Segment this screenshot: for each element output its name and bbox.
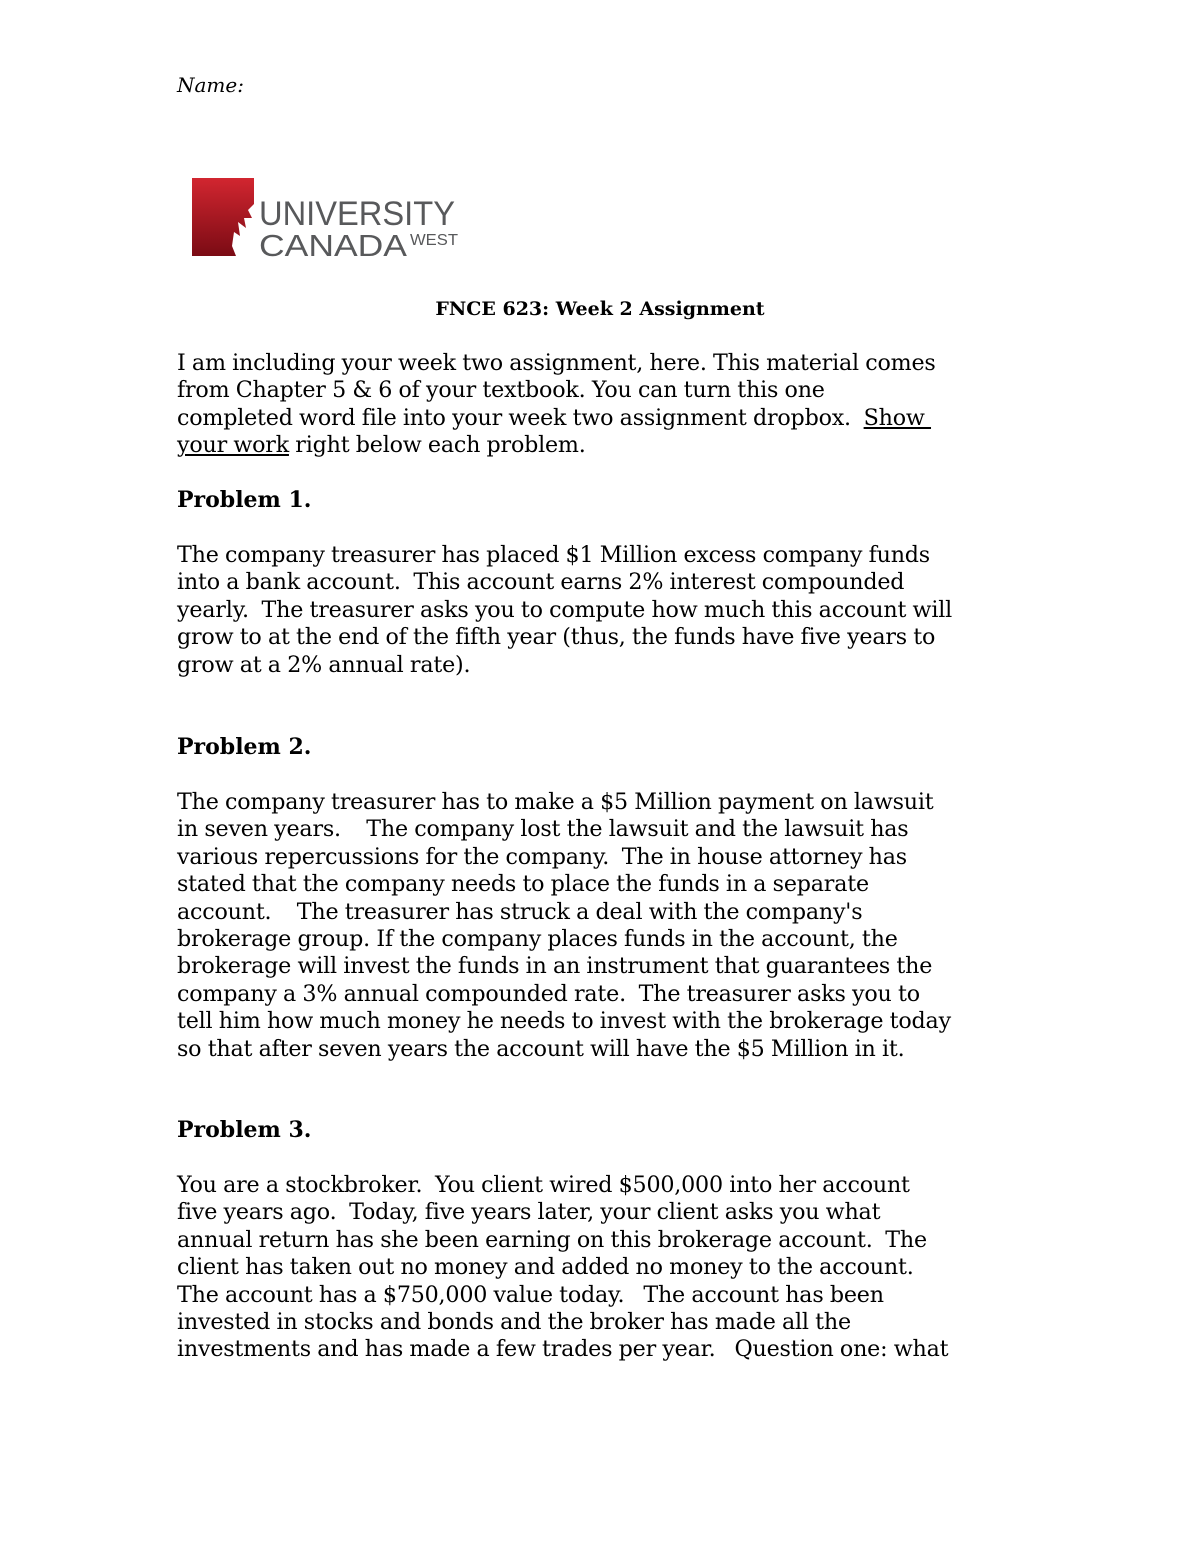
- problem-line: brokerage group. If the company places funds in the account, the: [177, 926, 898, 953]
- problem-1-text: [177, 542, 1037, 679]
- intro-line: [177, 432, 1037, 459]
- problem-line: grow at a 2% annual rate).: [177, 651, 471, 678]
- problem-line: invested in stocks and bonds and the broker has made all the: [177, 1309, 851, 1336]
- intro-text: completed word file into your week two assignment dropbox.: [177, 404, 864, 431]
- problem-line: yearly. The treasurer asks you to compute how much this account will: [177, 596, 953, 623]
- problem-line: The company treasurer has placed $1 Million excess company funds: [177, 542, 930, 568]
- intro-line: from Chapter 5 & 6 of your textbook. You can turn this one: [177, 377, 825, 404]
- problem-2-heading: Problem 2.: [177, 734, 312, 760]
- logo-line-west: WEST: [410, 232, 459, 249]
- show-your-work-emphasis: your work: [177, 432, 289, 459]
- logo-line-university: UNIVERSITY: [259, 195, 455, 233]
- logo-line-canada: CANADA: [259, 228, 408, 260]
- problem-line: tell him how much money he needs to invest with the brokerage today: [177, 1008, 951, 1035]
- maple-leaf-emblem: [192, 178, 254, 256]
- show-your-work-emphasis: Show: [863, 404, 932, 431]
- problem-3-text: [177, 1172, 1037, 1364]
- problem-line: account. The treasurer has struck a deal with the company's: [177, 898, 863, 925]
- problem-line: You are a stockbroker. You client wired $500,000 into her account: [177, 1172, 910, 1198]
- problem-1-heading: Problem 1.: [177, 487, 312, 513]
- university-canada-west-logo: [190, 176, 470, 260]
- problem-line: The account has a $750,000 value today. The account has been: [177, 1281, 884, 1308]
- problem-line: into a bank account. This account earns 2% interest compounded: [177, 569, 905, 596]
- problem-line: in seven years. The company lost the lawsuit and the lawsuit has: [177, 816, 909, 843]
- name-label: Name:: [177, 73, 244, 97]
- problem-2-text: [177, 789, 1037, 1063]
- problem-line: so that after seven years the account will have the $5 Million in it.: [177, 1035, 905, 1062]
- problem-line: investments and has made a few trades per year. Question one: what: [177, 1336, 949, 1363]
- assignment-title: FNCE 623: Week 2 Assignment: [435, 298, 765, 320]
- problem-line: client has taken out no money and added no money to the account.: [177, 1254, 914, 1281]
- problem-line: five years ago. Today, five years later, your client asks you what: [177, 1199, 881, 1226]
- intro-line: I am including your week two assignment, here. This material comes: [177, 350, 936, 376]
- problem-line: annual return has she been earning on this brokerage account. The: [177, 1226, 927, 1253]
- problem-line: company a 3% annual compounded rate. The treasurer asks you to: [177, 980, 920, 1007]
- problem-line: various repercussions for the company. The in house attorney has: [177, 843, 907, 870]
- problem-3-heading: Problem 3.: [177, 1117, 312, 1143]
- intro-line: [177, 405, 1037, 432]
- problem-line: stated that the company needs to place the funds in a separate: [177, 871, 869, 898]
- intro-text: right below each problem.: [288, 432, 586, 459]
- problem-line: The company treasurer has to make a $5 Million payment on lawsuit: [177, 789, 934, 815]
- intro-paragraph: [177, 350, 1037, 460]
- problem-line: grow to at the end of the fifth year (thus, the funds have five years to: [177, 624, 936, 651]
- problem-line: brokerage will invest the funds in an instrument that guarantees the: [177, 953, 933, 980]
